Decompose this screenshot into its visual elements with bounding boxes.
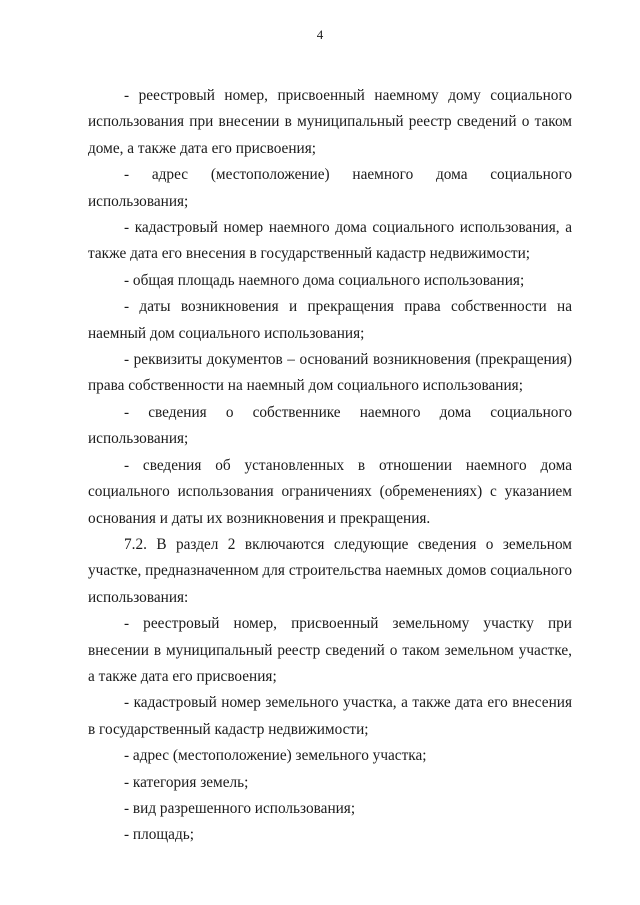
paragraph-encumbrances: - сведения об установленных в отношении наемного дома социального использования ограничениях (обременениях) с указанием основания и даты их возникновения и прекращения.: [88, 456, 572, 527]
page-number: 4: [316, 27, 324, 42]
paragraph-area: - площадь;: [124, 826, 194, 844]
document-body: [88, 83, 572, 849]
paragraph-land-category: - категория земель;: [124, 773, 249, 791]
paragraph-land-registry-number: - реестровый номер, присвоенный земельному участку при внесении в муниципальный реестр сведений о таком земельном участке, а также дата его присвоения;: [88, 615, 572, 685]
paragraph-permitted-use: - вид разрешенного использования;: [124, 799, 356, 817]
paragraph-land-cadastral-number: - кадастровый номер земельного участка, а также дата его внесения в государственный кадастр недвижимости;: [88, 694, 572, 738]
paragraph-ownership-dates: - даты возникновения и прекращения права собственности на наемный дом социального использования;: [88, 298, 572, 342]
paragraph-owner-info: - сведения о собственнике наемного дома социального использования;: [88, 403, 572, 448]
paragraph-cadastral-number: - кадастровый номер наемного дома социального использования, а также дата его внесения в государственный кадастр недвижимости;: [88, 219, 572, 263]
paragraph-address: - адрес (местоположение) наемного дома социального использования;: [88, 166, 572, 210]
paragraph-registry-number: - реестровый номер, присвоенный наемному дому социального использования при внесении в муниципальный реестр сведений о таком доме, а также дата его присвоения;: [88, 87, 572, 157]
paragraph-ownership-documents: - реквизиты документов – оснований возникновения (прекращения) права собственности на наемный дом социального использования;: [88, 351, 572, 395]
paragraph-land-address: - адрес (местоположение) земельного участка;: [124, 747, 427, 765]
paragraph-section-7-2: 7.2. В раздел 2 включаются следующие сведения о земельном участке, предназначенном для строительства наемных домов социального использования:: [88, 535, 572, 606]
paragraph-total-area: - общая площадь наемного дома социального использования;: [124, 271, 525, 289]
